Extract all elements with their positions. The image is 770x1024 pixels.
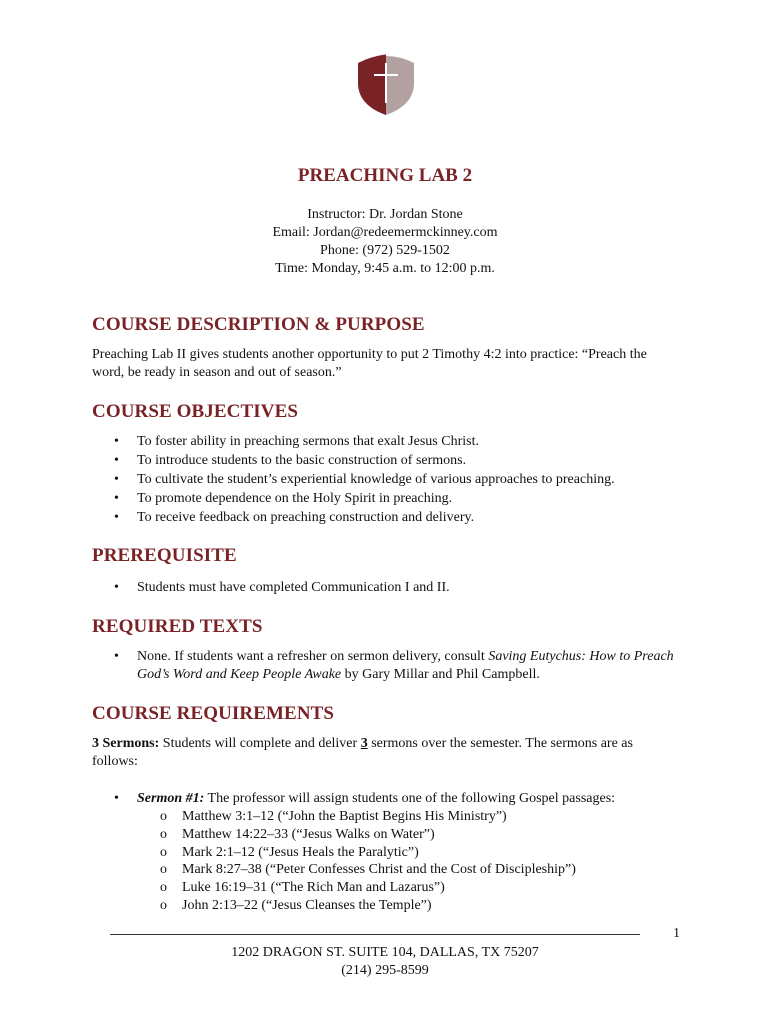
list-item: o Matthew 14:22–33 (“Jesus Walks on Water”) [137,826,682,844]
instructor-email: Email: Jordan@redeemermckinney.com [272,225,498,240]
class-time: Time: Monday, 9:45 a.m. to 12:00 p.m. [275,261,495,276]
list-item: • To introduce students to the basic construction of sermons. [92,451,682,470]
footer [0,944,770,980]
list-item: • To cultivate the student’s experiential knowledge of various approaches to preaching. [92,470,682,489]
sermon1-label: Sermon #1: [137,791,205,806]
instructor-phone: Phone: (972) 529-1502 [320,243,450,258]
sermons-count: 3 [360,736,368,751]
texts-authors: by Gary Millar and Phil Campbell. [341,667,540,682]
shield-cross-icon [358,53,414,115]
section-heading-required-texts: REQUIRED TEXTS [92,616,263,637]
list-item: o Mark 2:1–12 (“Jesus Heals the Paralytic”) [137,844,682,862]
sermons-label: 3 Sermons: [92,736,160,751]
list-item [92,789,682,915]
list-item: o Matthew 3:1–12 (“John the Baptist Begins His Ministry”) [137,808,682,826]
footer-divider [110,934,640,935]
footer-address: 1202 DRAGON ST. SUITE 104, DALLAS, TX 75207 [231,945,539,960]
objectives-list [92,432,682,527]
page-number: 1 [673,926,680,941]
list-item: o Luke 16:19–31 (“The Rich Man and Lazarus”) [137,879,682,897]
book-title: Saving Eutychus: How to Preach God’s Word and Keep People Awake [137,649,674,682]
footer-phone: (214) 295-8599 [341,963,429,978]
sermon-list [92,789,682,915]
passage-list [137,808,682,915]
sermons-paragraph [92,735,682,771]
section-heading-description: COURSE DESCRIPTION & PURPOSE [92,314,425,335]
document-title: PREACHING LAB 2 [297,165,473,186]
texts-intro: None. If students want a refresher on sermon delivery, consult [137,649,489,664]
section-heading-requirements: COURSE REQUIREMENTS [92,703,335,724]
list-item: o John 2:13–22 (“Jesus Cleanses the Temple”) [137,897,682,915]
instructor-name: Instructor: Dr. Jordan Stone [307,207,463,222]
list-item [92,648,682,684]
description-text: Preaching Lab II gives students another opportunity to put 2 Timothy 4:2 into practice: “Preach the word, be ready in season and out of season.” [92,347,647,380]
list-item: • To promote dependence on the Holy Spirit in preaching. [92,489,682,508]
list-item: • Students must have completed Communication I and II. [92,578,682,597]
sermons-text: Students will complete and deliver [159,736,361,751]
sermons-text-end: sermons over the semester. The sermons are as follows: [92,736,633,769]
list-item: • To foster ability in preaching sermons that exalt Jesus Christ. [92,432,682,451]
section-heading-objectives: COURSE OBJECTIVES [92,401,299,422]
list-item: • To receive feedback on preaching construction and delivery. [92,508,682,527]
instructor-info [0,206,770,278]
section-heading-prerequisite: PREREQUISITE [92,545,237,566]
sermon1-text: The professor will assign students one of the following Gospel passages: [204,791,616,806]
list-item: o Mark 8:27–38 (“Peter Confesses Christ and the Cost of Discipleship”) [137,861,682,879]
prerequisite-list [92,578,682,597]
required-texts-list [92,648,682,684]
